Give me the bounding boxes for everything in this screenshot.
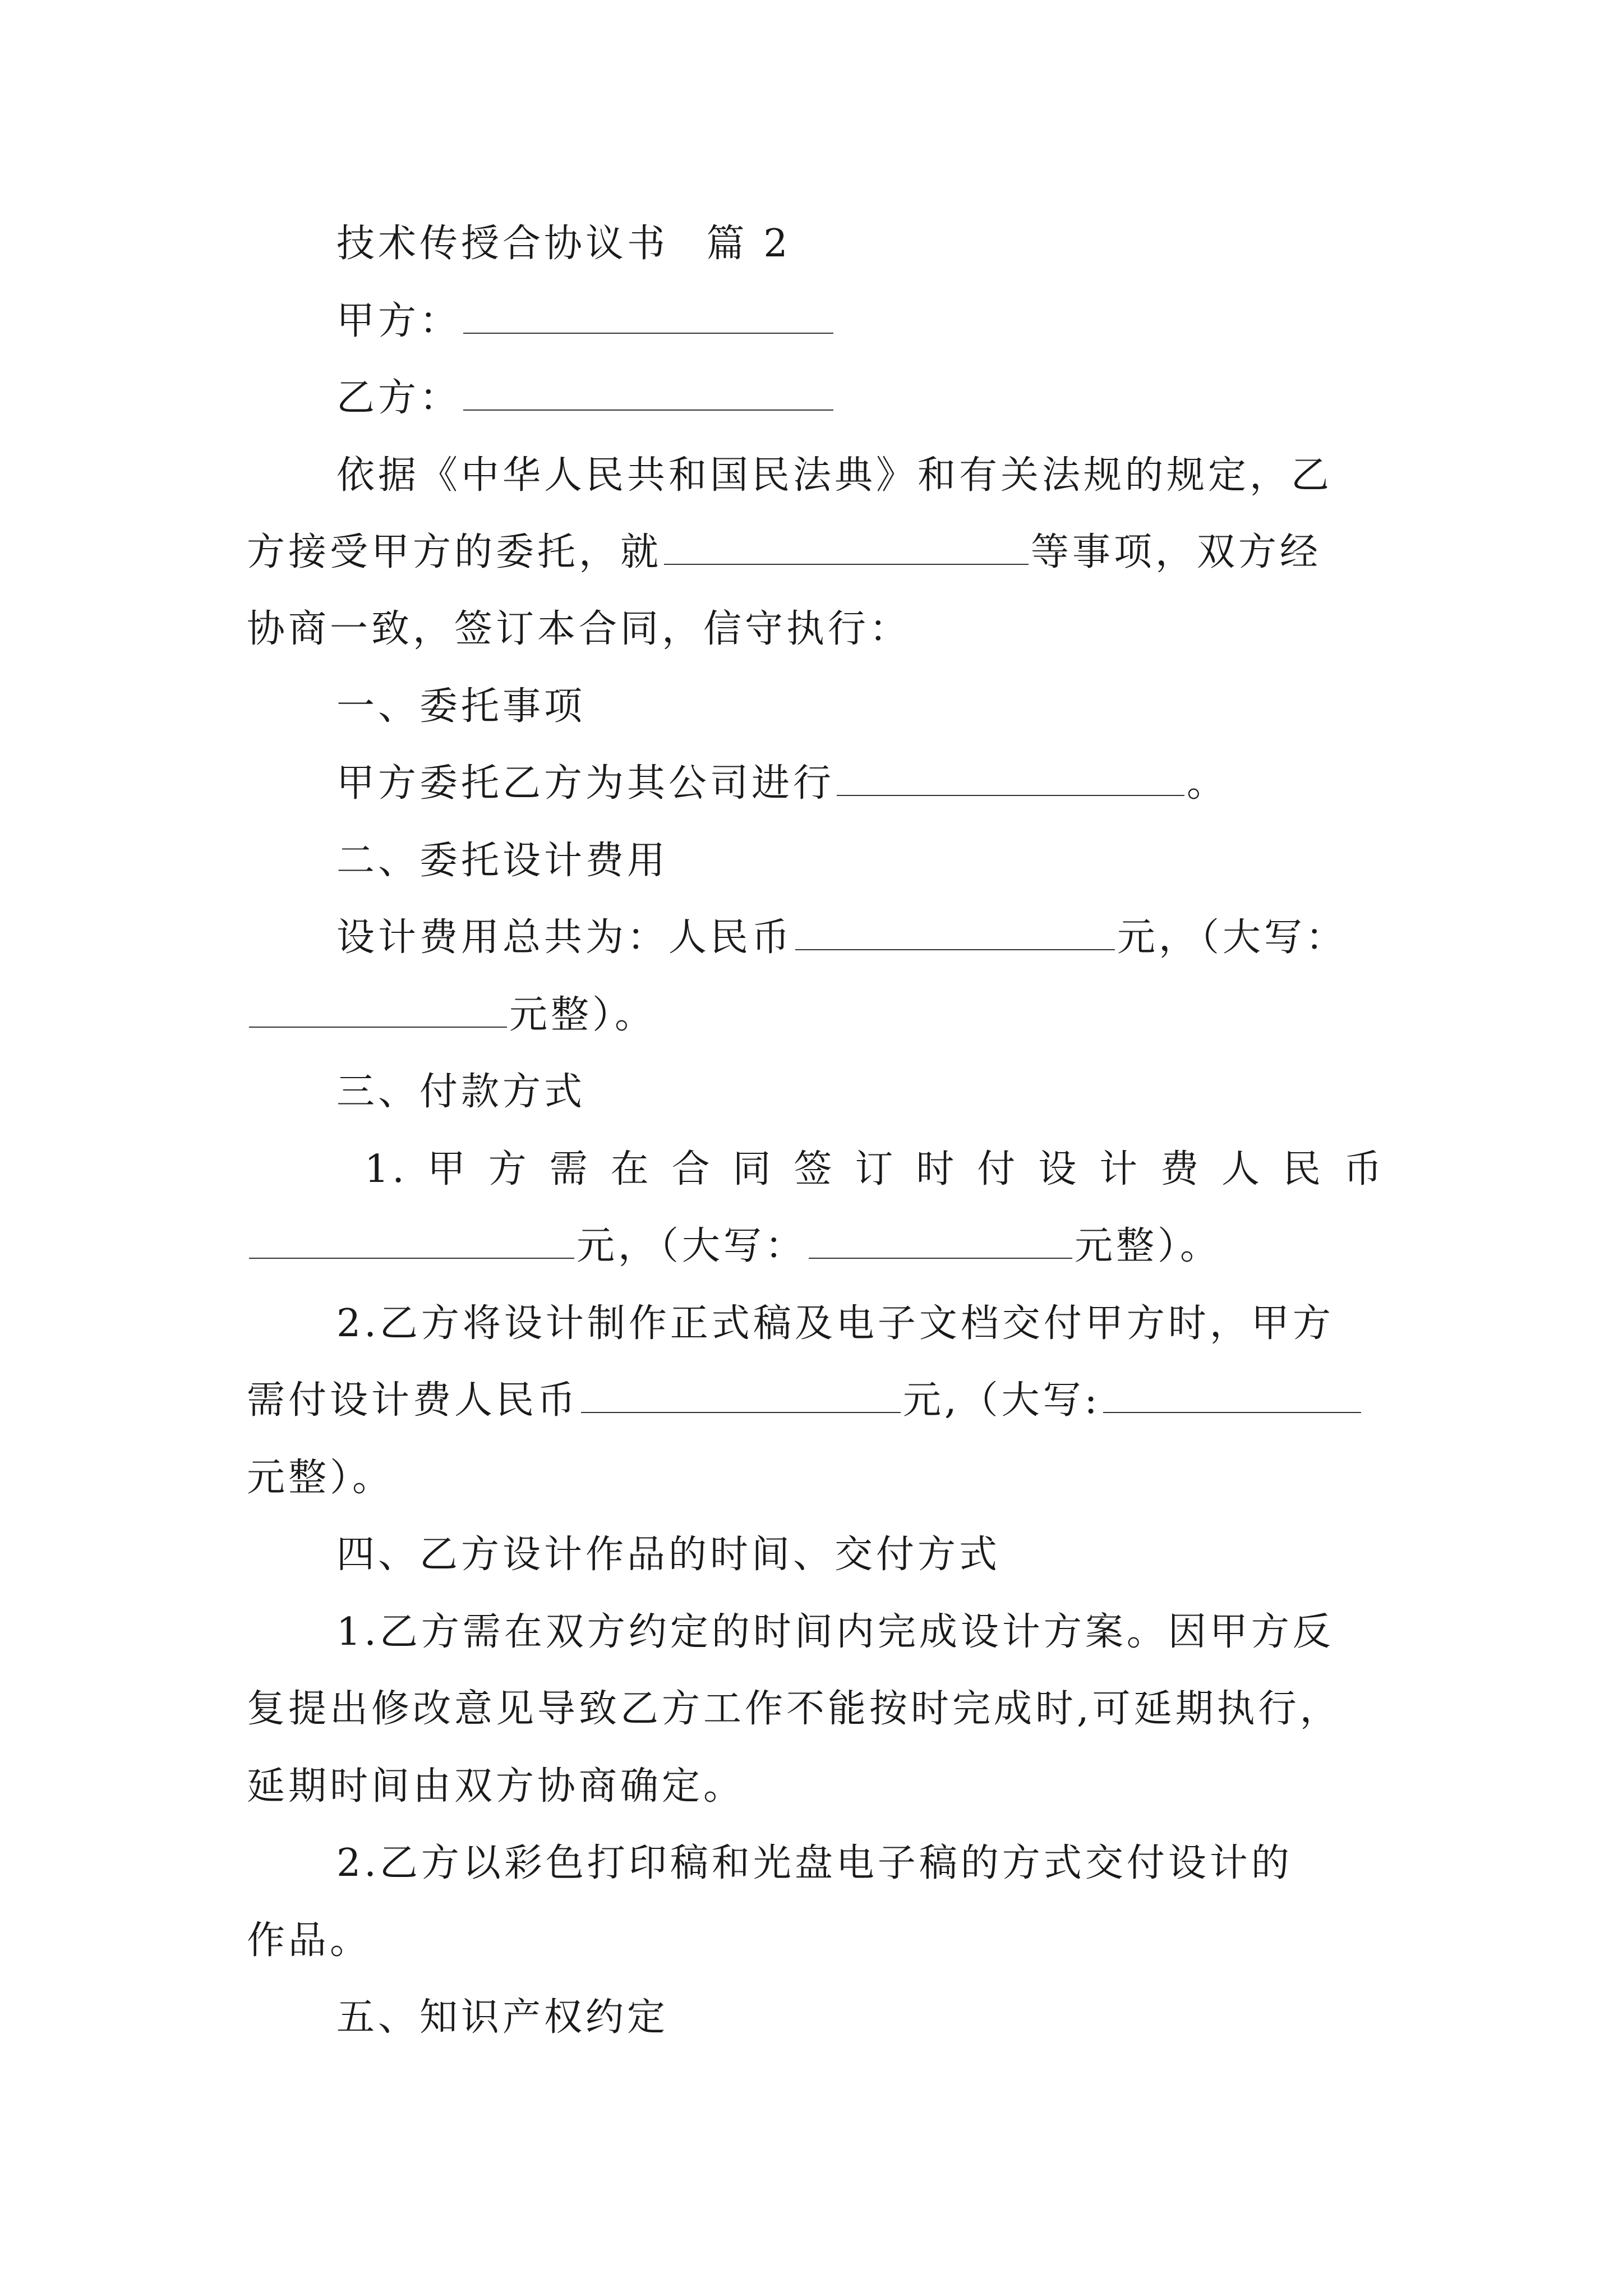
payment2-amount-blank [581, 1377, 901, 1413]
section-1-body [336, 753, 1385, 815]
char: 订 [855, 1147, 897, 1191]
payment1-amount-blank [249, 1223, 574, 1259]
char: 人 [1221, 1147, 1264, 1191]
section-3-item-2-line-2 [247, 1370, 1385, 1432]
section-5-title: 五、知识产权约定 [336, 1995, 669, 2040]
char: 方 [488, 1147, 530, 1191]
char: 在 [610, 1147, 652, 1191]
matter-blank [664, 529, 1029, 565]
sec3-item2-b: 需付设计费人民币 [247, 1378, 579, 1423]
char: 1. [365, 1147, 408, 1191]
sec3-item2-c: 元,（大写: [903, 1378, 1101, 1423]
sec2-body-a: 设计费用总共为：人民币 [336, 915, 794, 960]
party-b-blank [463, 375, 833, 411]
fee-capital-blank [249, 992, 507, 1028]
fee-amount-blank [795, 914, 1115, 950]
intro-2a: 方接受甲方的委托，就 [247, 530, 662, 574]
payment1-capital-blank [809, 1223, 1072, 1259]
char: 付 [977, 1147, 1019, 1191]
char: 费 [1160, 1147, 1202, 1191]
char: 币 [1343, 1147, 1385, 1191]
sec3-item1-b: 元，（大写： [577, 1224, 807, 1268]
sec3-item1-c: 元整）。 [1075, 1224, 1222, 1268]
section-4-item-2-line-1: 2.乙方以彩色打印稿和光盘电子稿的方式交付设计的 [336, 1841, 1293, 1885]
intro-line-2 [247, 522, 1385, 583]
char: 甲 [427, 1147, 469, 1191]
section-3-item-2-line-3: 元整）。 [247, 1456, 394, 1500]
party-a-line [336, 291, 1385, 352]
section-4-item-1-line-2: 复提出修改意见导致乙方工作不能按时完成时,可延期执行， [247, 1687, 1341, 1731]
section-3-item-2-line-1: 2.乙方将设计制作正式稿及电子文档交付甲方时，甲方 [336, 1301, 1334, 1346]
party-b-label: 乙方： [336, 376, 462, 420]
doc-title [336, 213, 1385, 275]
char: 需 [549, 1147, 591, 1191]
char: 签 [794, 1147, 836, 1191]
doc-title-suffix: 篇 2 [706, 222, 791, 266]
section-3-title: 三、付款方式 [336, 1070, 586, 1114]
section-4-item-1-line-3: 延期时间由双方协商确定。 [247, 1764, 745, 1809]
payment2-capital-blank [1103, 1377, 1361, 1413]
section-2-body-2 [247, 984, 1385, 1046]
section-4-item-2-line-2: 作品。 [247, 1918, 372, 1963]
intro-line-3: 协商一致，签订本合同，信守执行： [247, 607, 911, 651]
char: 计 [1099, 1147, 1141, 1191]
sec1-body-b: 。 [1187, 761, 1229, 806]
char: 民 [1282, 1147, 1324, 1191]
section-3-item-1-line-1 [365, 1139, 1385, 1200]
char: 合 [671, 1147, 713, 1191]
section-1-title: 一、委托事项 [336, 684, 586, 729]
char: 同 [732, 1147, 774, 1191]
section-4-item-1-line-1: 1.乙方需在双方约定的时间内完成设计方案。因甲方反 [336, 1610, 1334, 1654]
section-4-title: 四、乙方设计作品的时间、交付方式 [336, 1533, 1001, 1577]
party-a-label: 甲方： [336, 299, 462, 343]
doc-title-text: 技术传授合协议书 [336, 222, 669, 266]
intro-line-1: 依据《中华人民共和国民法典》和有关法规的规定，乙 [336, 453, 1333, 498]
section-2-body-1 [336, 907, 1385, 969]
section-2-title: 二、委托设计费用 [336, 839, 669, 883]
intro-2b: 等事项，双方经 [1031, 530, 1322, 574]
sec1-body-a: 甲方委托乙方为其公司进行 [336, 761, 835, 806]
sec2-body-b: 元，（大写： [1117, 915, 1348, 960]
char: 设 [1038, 1147, 1080, 1191]
char: 时 [916, 1147, 958, 1191]
party-a-blank [463, 298, 833, 334]
sec2-body-c: 元整）。 [509, 993, 657, 1037]
section-3-item-1-line-2 [247, 1216, 1385, 1277]
party-b-line [336, 367, 1385, 429]
project-blank [837, 760, 1184, 796]
